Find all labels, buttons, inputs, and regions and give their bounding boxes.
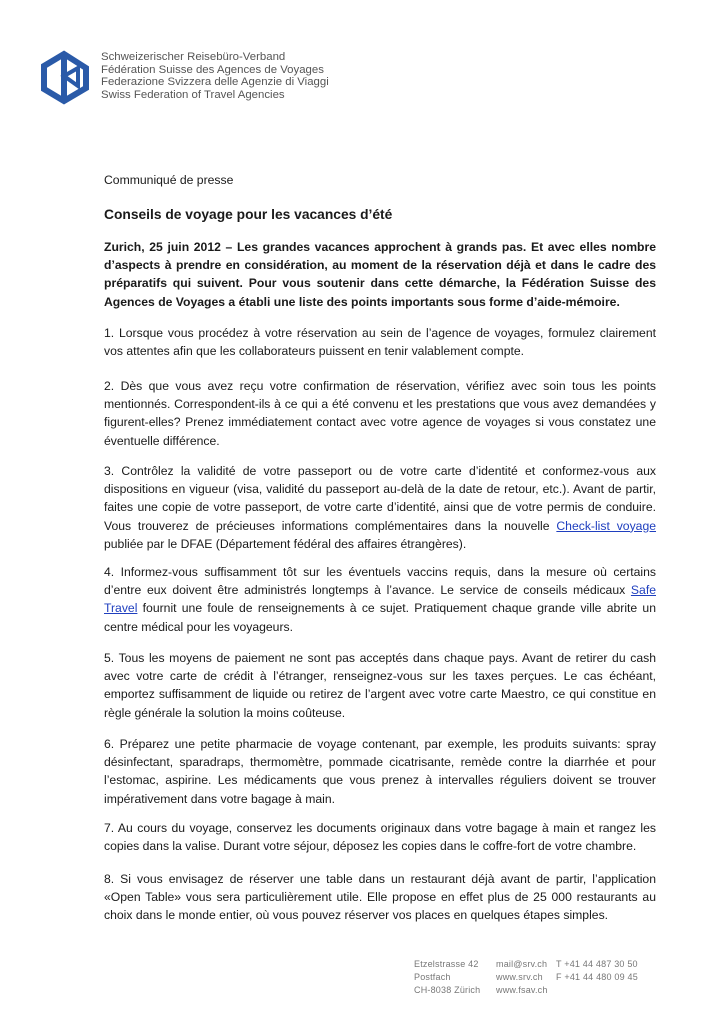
footer-website-srv-link[interactable]: www.srv.ch	[496, 972, 543, 982]
document-body	[104, 172, 657, 923]
lead-paragraph: Zurich, 25 juin 2012 – Les grandes vacances approchent à grands pas. Et avec elles nombre d’aspects à prendre en considération, au moment de la réservation déjà et dans le cadre des préparatifs qui suivent. Pour vous soutenir dans cette démarche, la Fédération Suisse des Agences de Voyages a établi une liste des points importants sous forme d’aide-mémoire.	[104, 240, 656, 309]
paragraph-5: 5. Tous les moyens de paiement ne sont pas acceptés dans chaque pays. Avant de retirer du cash avec votre carte de crédit à l’étranger, renseignez-vous sur les taxes perçues. Le cas échéant, emportez suffisamment de liquide ou retirez de l’argent avec votre carte Maestro, ce qui constitue en règle générale la solution la moins coûteuse.	[104, 651, 656, 720]
footer-phone	[556, 958, 638, 984]
footer-telephone: T +41 44 487 30 50	[556, 959, 638, 969]
org-name-fr: Fédération Suisse des Agences de Voyages	[101, 63, 324, 76]
footer-website-fsav-link[interactable]: www.fsav.ch	[496, 985, 548, 995]
safe-travel-link[interactable]: Safe Travel	[104, 583, 656, 616]
paragraph-2: 2. Dès que vous avez reçu votre confirmation de réservation, vérifiez avec soin tous les points mentionnés. Correspondent-ils à ce qui a été convenu et les prestations que vous avez demandées y figurent-elles? Prenez immédiatement contact avec votre agence de voyages si vous constatez une éventuelle différence.	[104, 379, 656, 448]
document-kicker: Communiqué de presse	[104, 173, 234, 187]
paragraph-6: 6. Préparez une petite pharmacie de voyage contenant, par exemple, les produits suivants: spray désinfectant, sparadraps, thermomètre, pommade cicatrisante, remède contre la diarrhée et pour l’estomac, aspirine. Les médicaments que vous prenez à intervalles réguliers doivent se trouver impérativement dans votre bagage à main.	[104, 737, 656, 806]
check-list-voyage-link[interactable]: Check-list voyage	[556, 518, 657, 533]
footer-street: Etzelstrasse 42	[414, 959, 479, 969]
paragraph-3-text-a: 3. Contrôlez la validité de votre passeport ou de votre carte d’identité et conformez-vous aux dispositions en vigueur (visa, validité du passeport au-delà de la date de retour, etc.). Avant de partir, faites une copie de votre passeport, de votre carte d’identité, ainsi que de votre permis de conduire. Vous trouverez de précieuses informations complémentaires dans la nouvelle	[104, 464, 656, 533]
paragraph-4-text-a: 4. Informez-vous suffisamment tôt sur les éventuels vaccins requis, dans la mesure où certains d’entre eux doivent être administrés longtemps à l’avance. Le service de conseils médicaux	[104, 565, 656, 598]
paragraph-3	[104, 462, 656, 553]
footer-postbox: Postfach	[414, 972, 451, 982]
org-name-it: Federazione Svizzera delle Agenzie di Viaggi	[101, 76, 329, 89]
document-title: Conseils de voyage pour les vacances d’été	[104, 207, 393, 222]
footer-address	[414, 958, 480, 997]
footer-email-link[interactable]: mail@srv.ch	[496, 959, 548, 969]
paragraph-1: 1. Lorsque vous procédez à votre réservation au sein de l’agence de voyages, formulez clairement vos attentes afin que les collaborateurs puissent en tenir valablement compte.	[104, 326, 656, 359]
footer-city: CH-8038 Zürich	[414, 985, 481, 995]
org-name-en: Swiss Federation of Travel Agencies	[101, 88, 285, 101]
paragraph-8: 8. Si vous envisagez de réserver une table dans un restaurant déjà avant de partir, l’application «Open Table» vous sera particulièrement utile. Elle propose en effet plus de 25 000 restaurants au choix dans le monde entier, où vous pouvez réserver vos places en quelques étapes simples.	[104, 872, 656, 923]
org-name-de: Schweizerischer Reisebüro-Verband	[101, 51, 286, 63]
footer-fax: F +41 44 480 09 45	[556, 972, 638, 982]
paragraph-3-text-b: publiée par le DFAE (Département fédéral des affaires étrangères).	[104, 536, 467, 551]
organization-names	[101, 51, 329, 101]
paragraph-4	[104, 563, 656, 636]
paragraph-7: 7. Au cours du voyage, conservez les documents originaux dans votre bagage à main et rangez les copies dans la valise. Durant votre séjour, déposez les copies dans le coffre-fort de votre chambre.	[104, 821, 656, 854]
srv-logo-icon	[40, 46, 90, 108]
paragraph-4-text-b: fournit une foule de renseignements à ce sujet. Pratiquement chaque grande ville abrite un centre médical pour les voyageurs.	[104, 601, 656, 634]
footer-web	[496, 958, 548, 997]
